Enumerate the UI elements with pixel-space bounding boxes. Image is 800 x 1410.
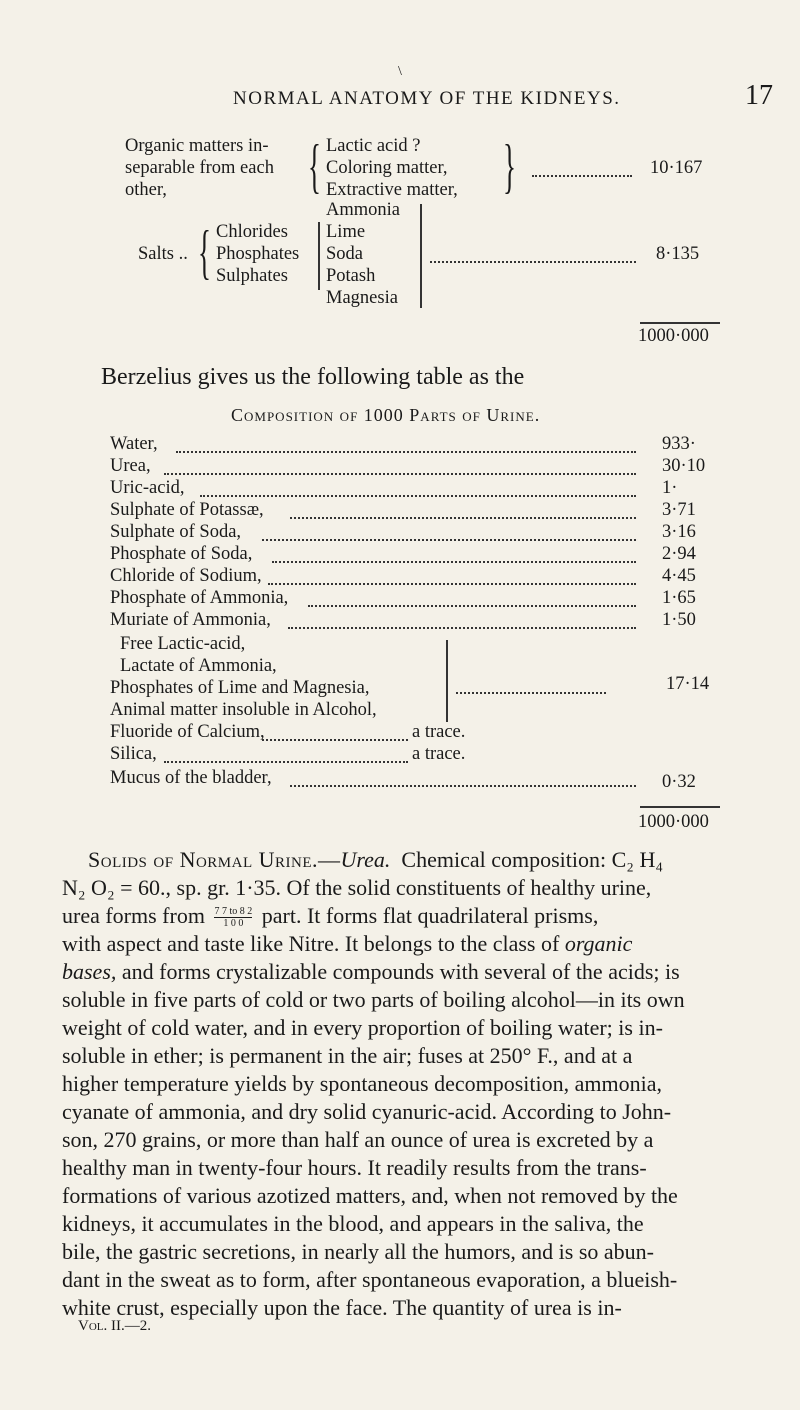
salt-base: Lime [326,222,366,242]
leader-dots [290,785,636,787]
salt-acid: Phosphates [216,244,300,264]
body-line [62,902,598,930]
organic-value: 10·167 [650,158,703,178]
salts-label: Salts .. [138,244,188,264]
body-line [62,930,632,958]
leader-dots [288,627,636,629]
bracket-line [420,204,422,308]
leader-dots [268,583,636,585]
table-row-label: Sulphate of Soda, [110,522,242,542]
page-number: 17 [745,80,773,111]
table-row-label: Sulphate of Potassæ, [110,500,264,520]
group-item: Lactate of Ammonia, [120,656,277,676]
body-line: formations of various azotized matters, and, when not removed by the [62,1183,678,1208]
table-row-value: 1·50 [662,610,696,630]
leader-dots [272,561,636,563]
organic-item: Coloring matter, [326,158,448,178]
body-line: cyanate of ammonia, and dry solid cyanuric-acid. According to John- [62,1099,672,1124]
leader-dots [176,451,636,453]
leader-dots [164,761,408,763]
table-row-label: Fluoride of Calcium, [110,722,265,742]
right-brace: } [503,133,516,199]
table-row-value: 1· [662,478,678,498]
body-text: part. It forms flat quadrilateral prisms, [261,903,599,928]
table-row-label: Phosphate of Soda, [110,544,253,564]
table-row-label: Water, [110,434,158,454]
body-line: dant in the sweat as to form, after spontaneous evaporation, a blueish- [62,1267,678,1292]
total-rule [640,322,720,324]
group-value: 17·14 [666,674,710,694]
organic-item: Extractive matter, [326,180,458,200]
top-total: 1000·000 [638,326,709,346]
body-text: Chemical composition: C₂ H₄ [401,847,664,872]
section-heading: Solids of Normal Urine.— [88,847,341,872]
salt-base: Magnesia [326,288,398,308]
body-line: white crust, especially upon the face. The quantity of urea is in- [62,1295,622,1320]
body-line: kidneys, it accumulates in the blood, and appears in the saliva, the [62,1211,644,1236]
salt-base: Potash [326,266,376,286]
body-line: soluble in five parts of cold or two parts of boiling alcohol—in its own [62,987,685,1012]
body-text: urea forms from [62,903,205,928]
header-mark: \ [398,64,402,79]
fraction-denominator: 1 0 0 [223,918,244,930]
bracket-line [318,222,320,290]
body-italic: organic [564,931,633,956]
table-row-value: 2·94 [662,544,696,564]
left-brace: { [198,219,211,285]
table-row-value: a trace. [412,722,466,742]
fraction-numerator: 7 7 to 8 2 [214,906,253,918]
salts-value: 8·135 [656,244,700,264]
body-line: N₂ O₂ = 60., sp. gr. 1·35. Of the solid constituents of healthy urine, [62,875,652,900]
leader-dots [262,739,408,741]
leader-dots [290,517,636,519]
table-row-label: Phosphate of Ammonia, [110,588,289,608]
table-row-value: a trace. [412,744,466,764]
total-rule [640,806,720,808]
body-line: bile, the gastric secretions, in nearly all the humors, and is so abun- [62,1239,655,1264]
body-line: soluble in ether; is permanent in the air; fuses at 250° F., and at a [62,1043,633,1068]
organic-label-line: Organic matters in- [125,136,269,156]
table-row-label: Chloride of Sodium, [110,566,262,586]
table-caption: Composition of 1000 Parts of Urine. [231,405,541,425]
leader-dots [532,175,632,177]
table-row-label: Silica, [110,744,157,764]
body-italic: bases, [62,959,117,984]
body-line: weight of cold water, and in every proportion of boiling water; is in- [62,1015,663,1040]
leader-dots [456,692,606,694]
group-item: Free Lactic-acid, [120,634,246,654]
table-row-value: 3·16 [662,522,696,542]
table-row-label: Mucus of the bladder, [110,768,272,788]
table-row-value: 4·45 [662,566,696,586]
signature-mark: Vol. II.—2. [78,1318,151,1334]
table-row-value: 30·10 [662,456,706,476]
table-row-value: 0·32 [662,772,696,792]
table-row-label: Uric-acid, [110,478,185,498]
leader-dots [200,495,636,497]
salt-base: Soda [326,244,363,264]
leader-dots [164,473,636,475]
salt-base: Ammonia [326,200,400,220]
bracket-line [446,640,448,722]
table-row-label: Muriate of Ammonia, [110,610,271,630]
left-brace: { [308,133,321,199]
table-row-value: 1·65 [662,588,696,608]
fraction [214,906,252,929]
body-line: healthy man in twenty-four hours. It readily results from the trans- [62,1155,647,1180]
organic-label-line: separable from each [125,158,274,178]
section-heading-italic: Urea. [340,847,391,872]
salt-acid: Chlorides [216,222,288,242]
body-line: higher temperature yields by spontaneous decomposition, ammonia, [62,1071,662,1096]
table-row-value: 933· [662,434,696,454]
leader-dots [308,605,636,607]
organic-item: Lactic acid ? [326,136,421,156]
leader-dots [430,261,636,263]
salt-acid: Sulphates [216,266,288,286]
group-item: Animal matter insoluble in Alcohol, [110,700,377,720]
table-row-value: 3·71 [662,500,696,520]
table-total: 1000·000 [638,812,709,832]
body-text: with aspect and taste like Nitre. It belongs to the class of [62,931,560,956]
body-text: and forms crystalizable compounds with several of the acids; is [121,959,680,984]
organic-label-line: other, [125,180,167,200]
group-item: Phosphates of Lime and Magnesia, [110,678,370,698]
body-line [88,846,663,874]
running-title: NORMAL ANATOMY OF THE KIDNEYS. [233,88,621,109]
intro-line: Berzelius gives us the following table as the [101,364,525,390]
body-line: son, 270 grains, or more than half an ounce of urea is excreted by a [62,1127,654,1152]
body-line [62,958,680,986]
leader-dots [262,539,636,541]
table-row-label: Urea, [110,456,151,476]
